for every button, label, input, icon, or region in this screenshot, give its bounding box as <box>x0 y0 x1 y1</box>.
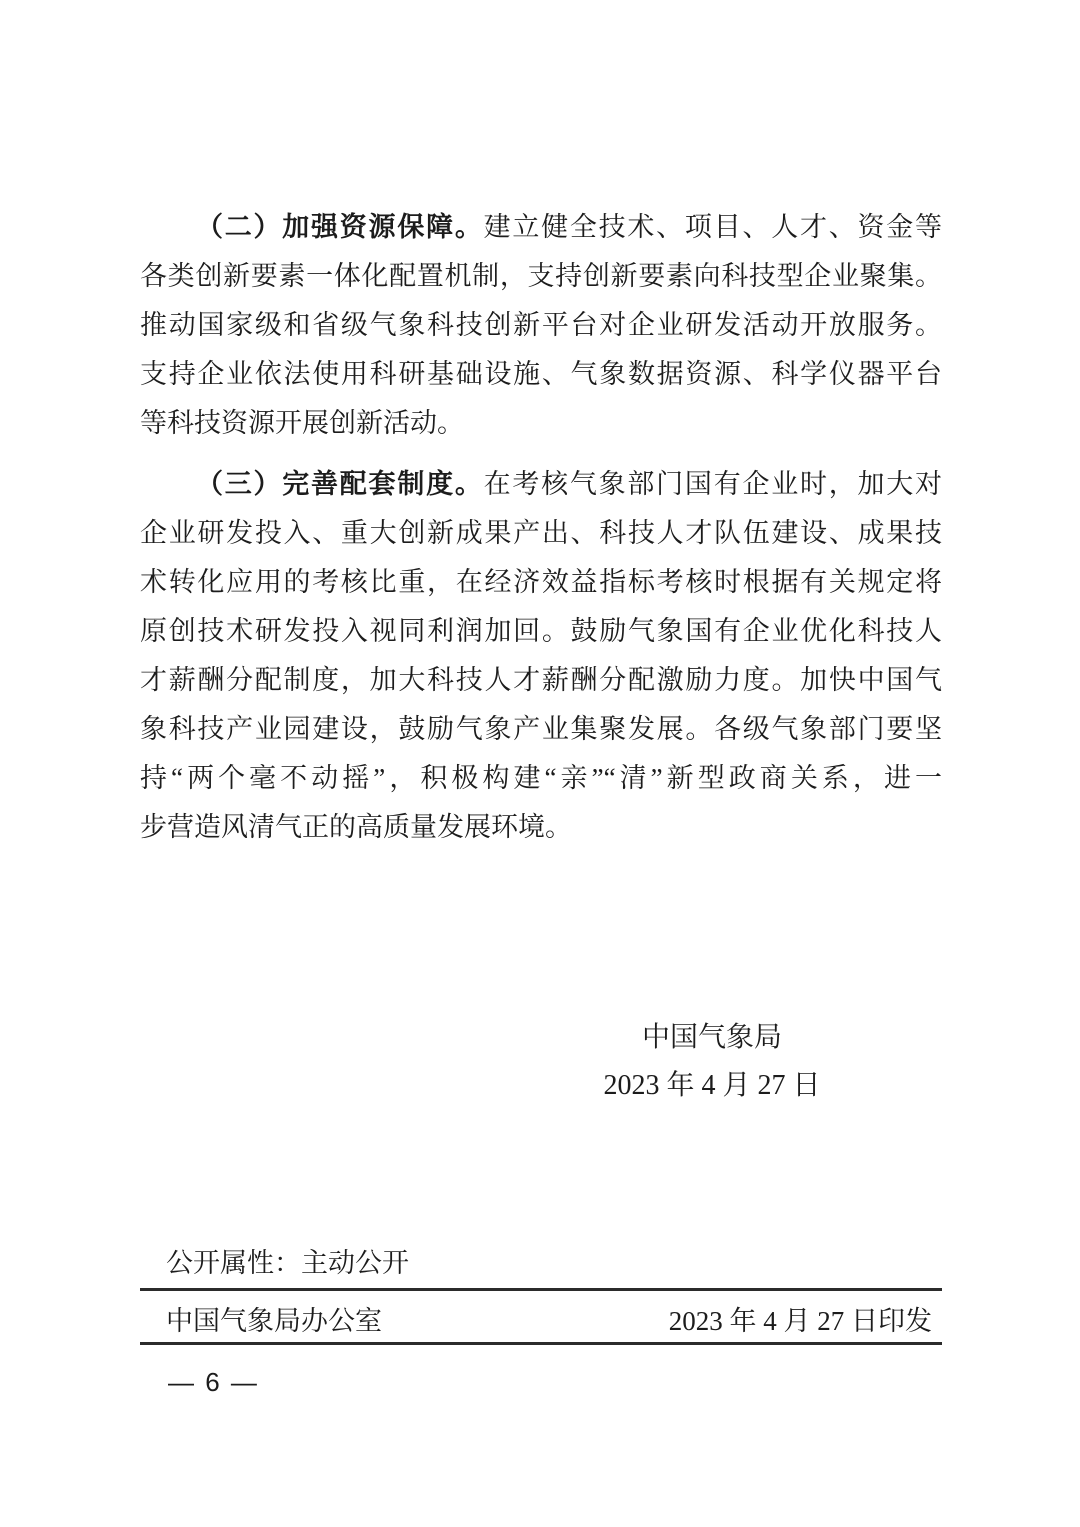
page-number: — 6 — <box>168 1367 259 1397</box>
issuer-name: 中国气象局 <box>641 1022 782 1053</box>
footer-rule-top <box>140 1288 942 1291</box>
body-line: 支持企业依法使用科研基础设施、气象数据资源、科学仪器平台 <box>140 359 942 389</box>
footer-office-row <box>140 1296 942 1340</box>
body-line: 步营造风清气正的高质量发展环境。 <box>140 812 572 842</box>
paragraph-text: 建立健全技术、项目、人才、资金等 <box>483 212 943 242</box>
body-line: 象科技产业园建设，鼓励气象产业集聚发展。各级气象部门要坚 <box>140 714 942 744</box>
issuing-office: 中国气象局办公室 <box>166 1305 382 1336</box>
paragraph-3 <box>140 460 942 852</box>
body-line: 各类创新要素一体化配置机制，支持创新要素向科技型企业聚集。 <box>140 261 942 291</box>
disclosure-attribute: 公开属性：主动公开 <box>166 1248 409 1278</box>
body-line: 持“两个毫不动摇”，积极构建“亲”“清”新型政商关系，进一 <box>140 763 942 793</box>
body-line <box>140 203 942 252</box>
document-body <box>140 203 942 852</box>
body-line: 术转化应用的考核比重，在经济效益指标考核时根据有关规定将 <box>140 567 942 597</box>
body-line: 原创技术研发投入视同利润加回。鼓励气象国有企业优化科技人 <box>140 616 942 646</box>
signature-block <box>462 1016 962 1112</box>
paragraph-lead-bold: （三）完善配套制度。 <box>196 469 484 499</box>
paragraph-2 <box>140 203 942 448</box>
print-date: 2023 年 4 月 27 日印发 <box>668 1305 932 1336</box>
body-line: 等科技资源开展创新活动。 <box>140 408 464 438</box>
paragraph-lead-bold: （二）加强资源保障。 <box>196 212 484 242</box>
issue-date: 2023 年 4 月 27 日 <box>603 1070 821 1101</box>
body-line: 企业研发投入、重大创新成果产出、科技人才队伍建设、成果技 <box>140 518 942 548</box>
body-line: 才薪酬分配制度，加大科技人才薪酬分配激励力度。加快中国气 <box>140 665 942 695</box>
paragraph-text: 在考核气象部门国有企业时，加大对 <box>483 469 943 499</box>
footer-rule-bottom <box>140 1342 942 1345</box>
body-line <box>140 460 942 509</box>
body-line: 推动国家级和省级气象科技创新平台对企业研发活动开放服务。 <box>140 310 942 340</box>
